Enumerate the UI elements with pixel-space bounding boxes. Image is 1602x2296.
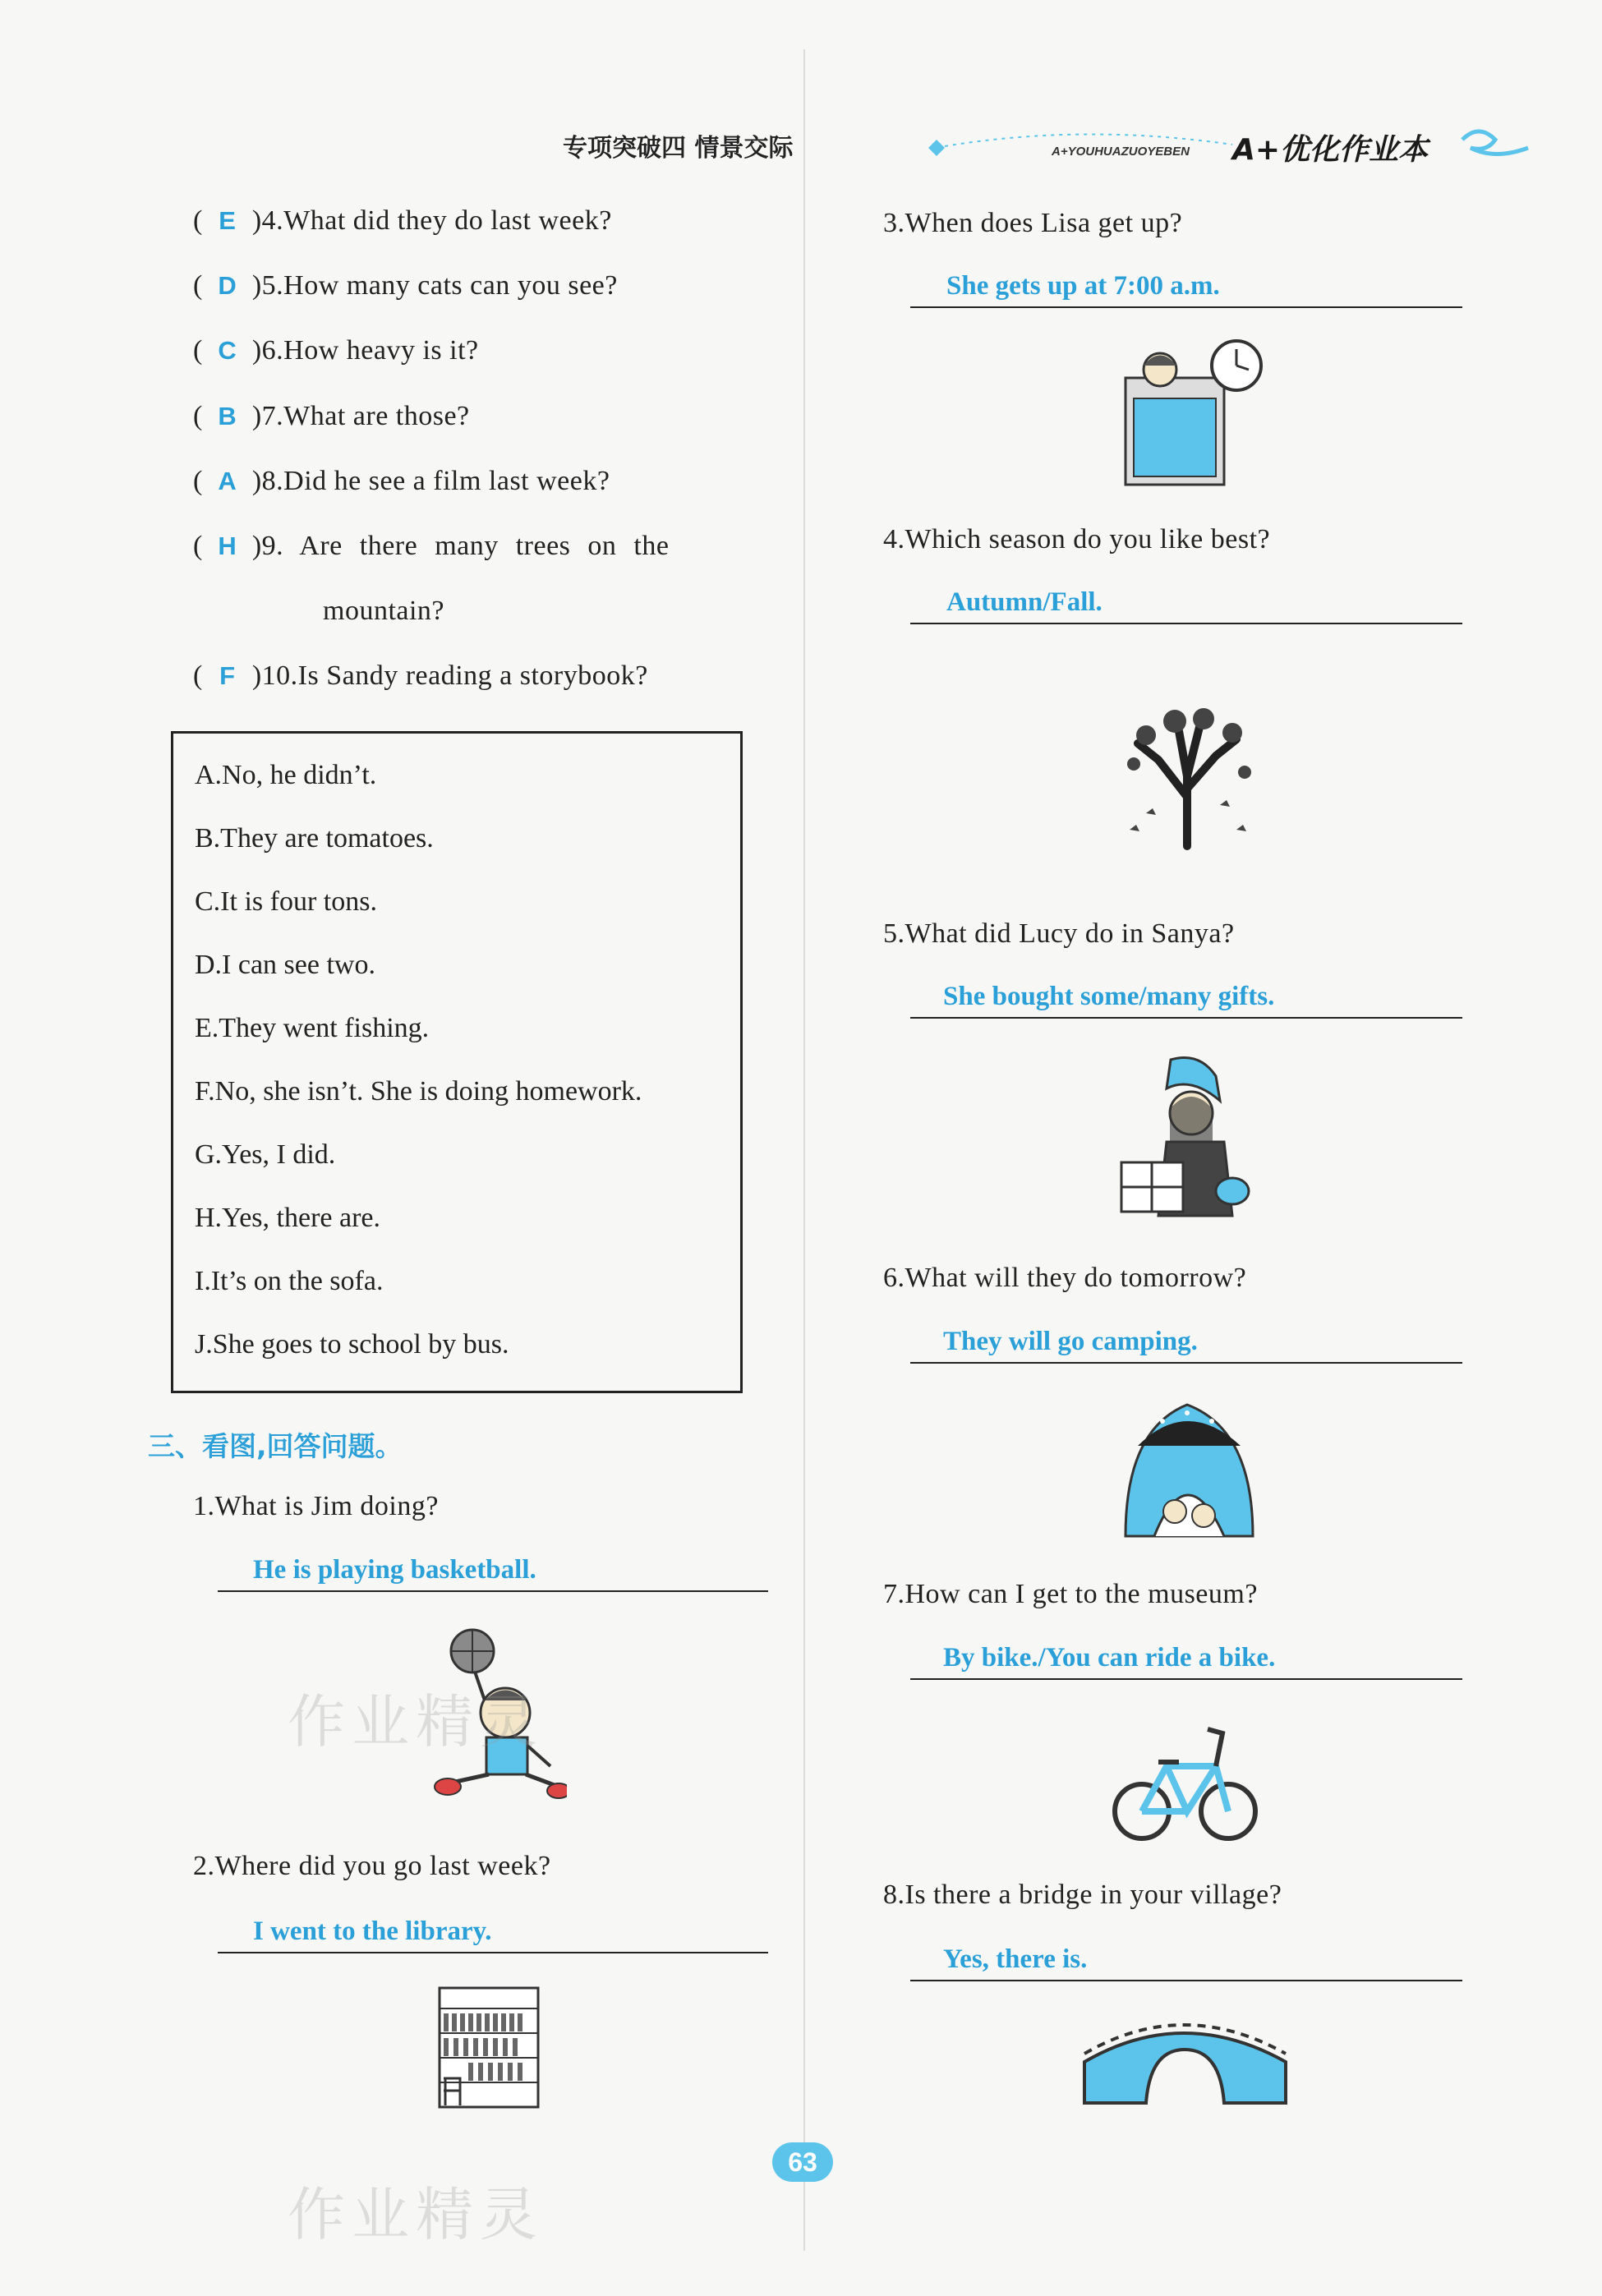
matching-question-continued: mountain? — [323, 596, 445, 626]
matching-question: )4.What did they do last week? — [251, 205, 612, 236]
matching-question: )7.What are those? — [251, 401, 470, 431]
matching-answer: A — [218, 467, 237, 495]
option-item: G.Yes, I did. — [195, 1139, 336, 1170]
option-item: B.They are tomatoes. — [195, 823, 434, 854]
girl-gifts-picture — [1109, 1051, 1257, 1224]
answer-line — [218, 1952, 768, 1953]
answer-line — [910, 1678, 1462, 1680]
picture-question: 8.Is there a bridge in your village? — [883, 1880, 1282, 1910]
camping-tent-picture — [1121, 1396, 1257, 1544]
matching-item: ( B )7.What are those? — [193, 401, 470, 431]
picture-question: 2.Where did you go last week? — [193, 1851, 551, 1881]
autumn-tree-picture — [1113, 698, 1261, 850]
option-item: A.No, he didn’t. — [195, 760, 377, 790]
picture-answer: She gets up at 7:00 a.m. — [946, 271, 1220, 301]
picture-question: 4.Which season do you like best? — [883, 524, 1271, 554]
matching-answer: B — [218, 402, 237, 430]
watermark: 作业精灵 — [288, 2181, 544, 2248]
answer-line — [910, 1017, 1462, 1019]
picture-answer: Yes, there is. — [943, 1944, 1088, 1974]
option-item: J.She goes to school by bus. — [195, 1329, 509, 1360]
matching-answer: C — [218, 336, 237, 365]
matching-question: )8.Did he see a film last week? — [251, 466, 610, 496]
picture-answer: Autumn/Fall. — [946, 587, 1103, 617]
option-item: E.They went fishing. — [195, 1013, 430, 1043]
section-title: 专项突破四 情景交际 — [563, 134, 794, 163]
picture-answer: He is playing basketball. — [253, 1555, 536, 1585]
option-item: D.I can see two. — [195, 950, 375, 980]
answer-line — [910, 1980, 1462, 1981]
matching-item: ( D )5.How many cats can you see? — [193, 270, 618, 301]
matching-question: )5.How many cats can you see? — [251, 270, 618, 301]
bed-clock-picture — [1117, 333, 1265, 493]
matching-answer: D — [218, 271, 237, 300]
matching-answer: F — [219, 661, 236, 690]
picture-answer: By bike./You can ride a bike. — [943, 1643, 1276, 1673]
bridge-picture — [1076, 2013, 1294, 2107]
bike-picture — [1109, 1717, 1261, 1844]
picture-answer: She bought some/many gifts. — [943, 982, 1275, 1011]
matching-question: )9. Are there many trees on the — [251, 531, 670, 561]
options-box — [171, 731, 743, 1393]
watermark: 作业精灵 — [288, 1688, 544, 1755]
page-fold — [803, 49, 805, 2251]
library-picture — [435, 1984, 555, 2111]
picture-answer: They will go camping. — [943, 1327, 1198, 1356]
page-number-badge: 63 — [772, 2142, 833, 2182]
answer-line — [910, 1362, 1462, 1364]
matching-item: ( A )8.Did he see a film last week? — [193, 466, 610, 496]
picture-question: 1.What is Jim doing? — [193, 1491, 439, 1521]
section-heading: 三、看图,回答问题。 — [148, 1430, 403, 1462]
answer-line — [218, 1590, 768, 1592]
answer-line — [910, 623, 1462, 624]
picture-answer: I went to the library. — [253, 1916, 492, 1946]
matching-item: ( E )4.What did they do last week? — [193, 205, 612, 236]
picture-question: 6.What will they do tomorrow? — [883, 1263, 1247, 1293]
matching-question: )6.How heavy is it? — [251, 335, 479, 366]
option-item: C.It is four tons. — [195, 886, 377, 917]
matching-item: ( F )10.Is Sandy reading a storybook? — [193, 660, 648, 691]
matching-item: ( C )6.How heavy is it? — [193, 335, 479, 366]
option-item: F.No, she isn’t. She is doing homework. — [195, 1076, 642, 1107]
option-item: I.It’s on the sofa. — [195, 1266, 384, 1296]
brand-name: A+优化作业本 — [1232, 133, 1429, 167]
matching-item: ( H )9. Are there many trees on the — [193, 531, 670, 561]
answer-line — [910, 306, 1462, 308]
picture-question: 5.What did Lucy do in Sanya? — [883, 918, 1235, 949]
matching-answer: E — [219, 206, 237, 235]
option-item: H.Yes, there are. — [195, 1203, 380, 1233]
picture-question: 3.When does Lisa get up? — [883, 208, 1183, 238]
matching-answer: H — [218, 531, 237, 560]
brand-subtitle: A+YOUHUAZUOYEBEN — [1052, 145, 1190, 159]
matching-question: )10.Is Sandy reading a storybook? — [251, 660, 648, 691]
brand-header — [920, 115, 1544, 167]
picture-question: 7.How can I get to the museum? — [883, 1579, 1258, 1609]
